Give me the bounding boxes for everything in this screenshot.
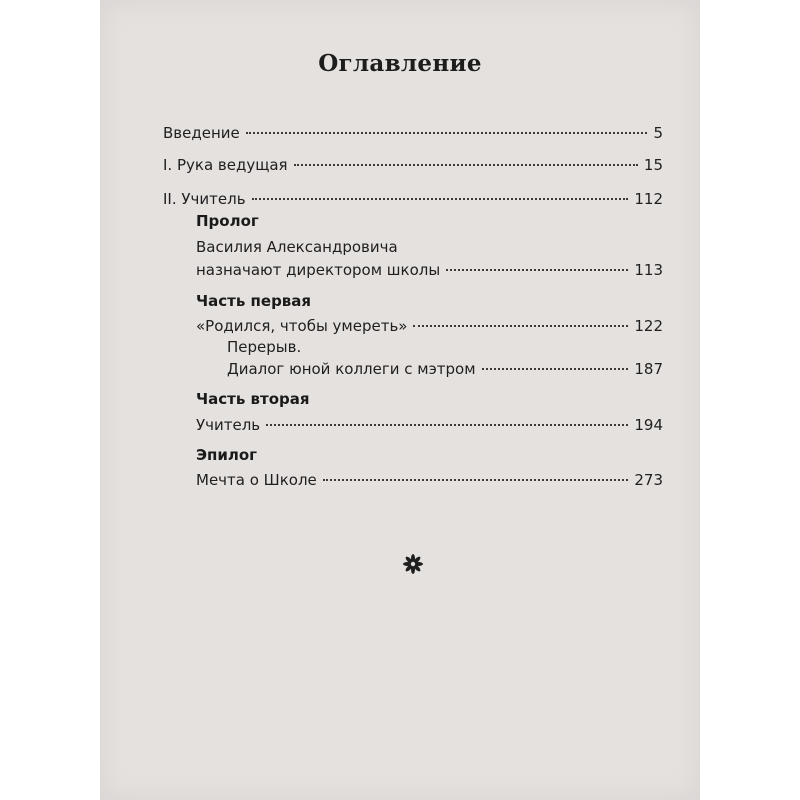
dot-leader	[252, 197, 629, 200]
toc-entry-label: II. Учитель	[163, 190, 246, 208]
dot-leader	[294, 163, 638, 166]
section-heading-prolog: Пролог	[196, 212, 259, 230]
toc-entry-part1	[163, 156, 663, 174]
toc-entry-prolog	[196, 261, 663, 279]
toc-entry-page: 113	[634, 261, 663, 279]
toc-entry-label: I. Рука ведущая	[163, 156, 288, 174]
dot-leader	[266, 423, 628, 426]
section-heading-part-one: Часть первая	[196, 292, 312, 310]
dot-leader	[246, 131, 648, 134]
toc-entry-part-two	[196, 416, 663, 434]
toc-entry-label: Мечта о Школе	[196, 471, 317, 489]
toc-entry-page: 273	[634, 471, 663, 489]
dot-leader	[413, 324, 628, 327]
toc-entry-page: 5	[653, 124, 663, 142]
dot-leader	[446, 268, 628, 271]
toc-entry-page: 15	[643, 156, 663, 174]
toc-entry-label: Диалог юной коллеги с мэтром	[227, 360, 476, 378]
toc-entry-label: «Родился, чтобы умереть»	[196, 317, 408, 335]
toc-entry-page: 187	[634, 360, 663, 378]
section-heading-epilog: Эпилог	[196, 446, 258, 464]
toc-entry-part-one	[196, 317, 663, 335]
toc-entry-part2	[163, 190, 663, 208]
toc-entry-prolog-line1: Василия Александровича	[196, 238, 398, 256]
flower-ornament-icon	[401, 552, 425, 576]
toc-entry-label: Учитель	[196, 416, 261, 434]
toc-entry-label: Введение	[163, 124, 240, 142]
toc-entry-page: 122	[634, 317, 663, 335]
toc-entry-page: 194	[634, 416, 663, 434]
page-title: Оглавление	[318, 50, 482, 77]
section-heading-part-two: Часть вторая	[196, 390, 310, 408]
toc-entry-epilog	[196, 471, 663, 489]
dot-leader	[482, 367, 629, 370]
toc-entry-label: назначают директором школы	[196, 261, 441, 279]
toc-entry-page: 112	[634, 190, 663, 208]
toc-entry-break	[227, 360, 663, 378]
toc-entry-break-line1: Перерыв.	[227, 338, 302, 356]
toc-entry-intro	[163, 124, 663, 142]
dot-leader	[323, 478, 629, 481]
book-page	[100, 0, 700, 800]
